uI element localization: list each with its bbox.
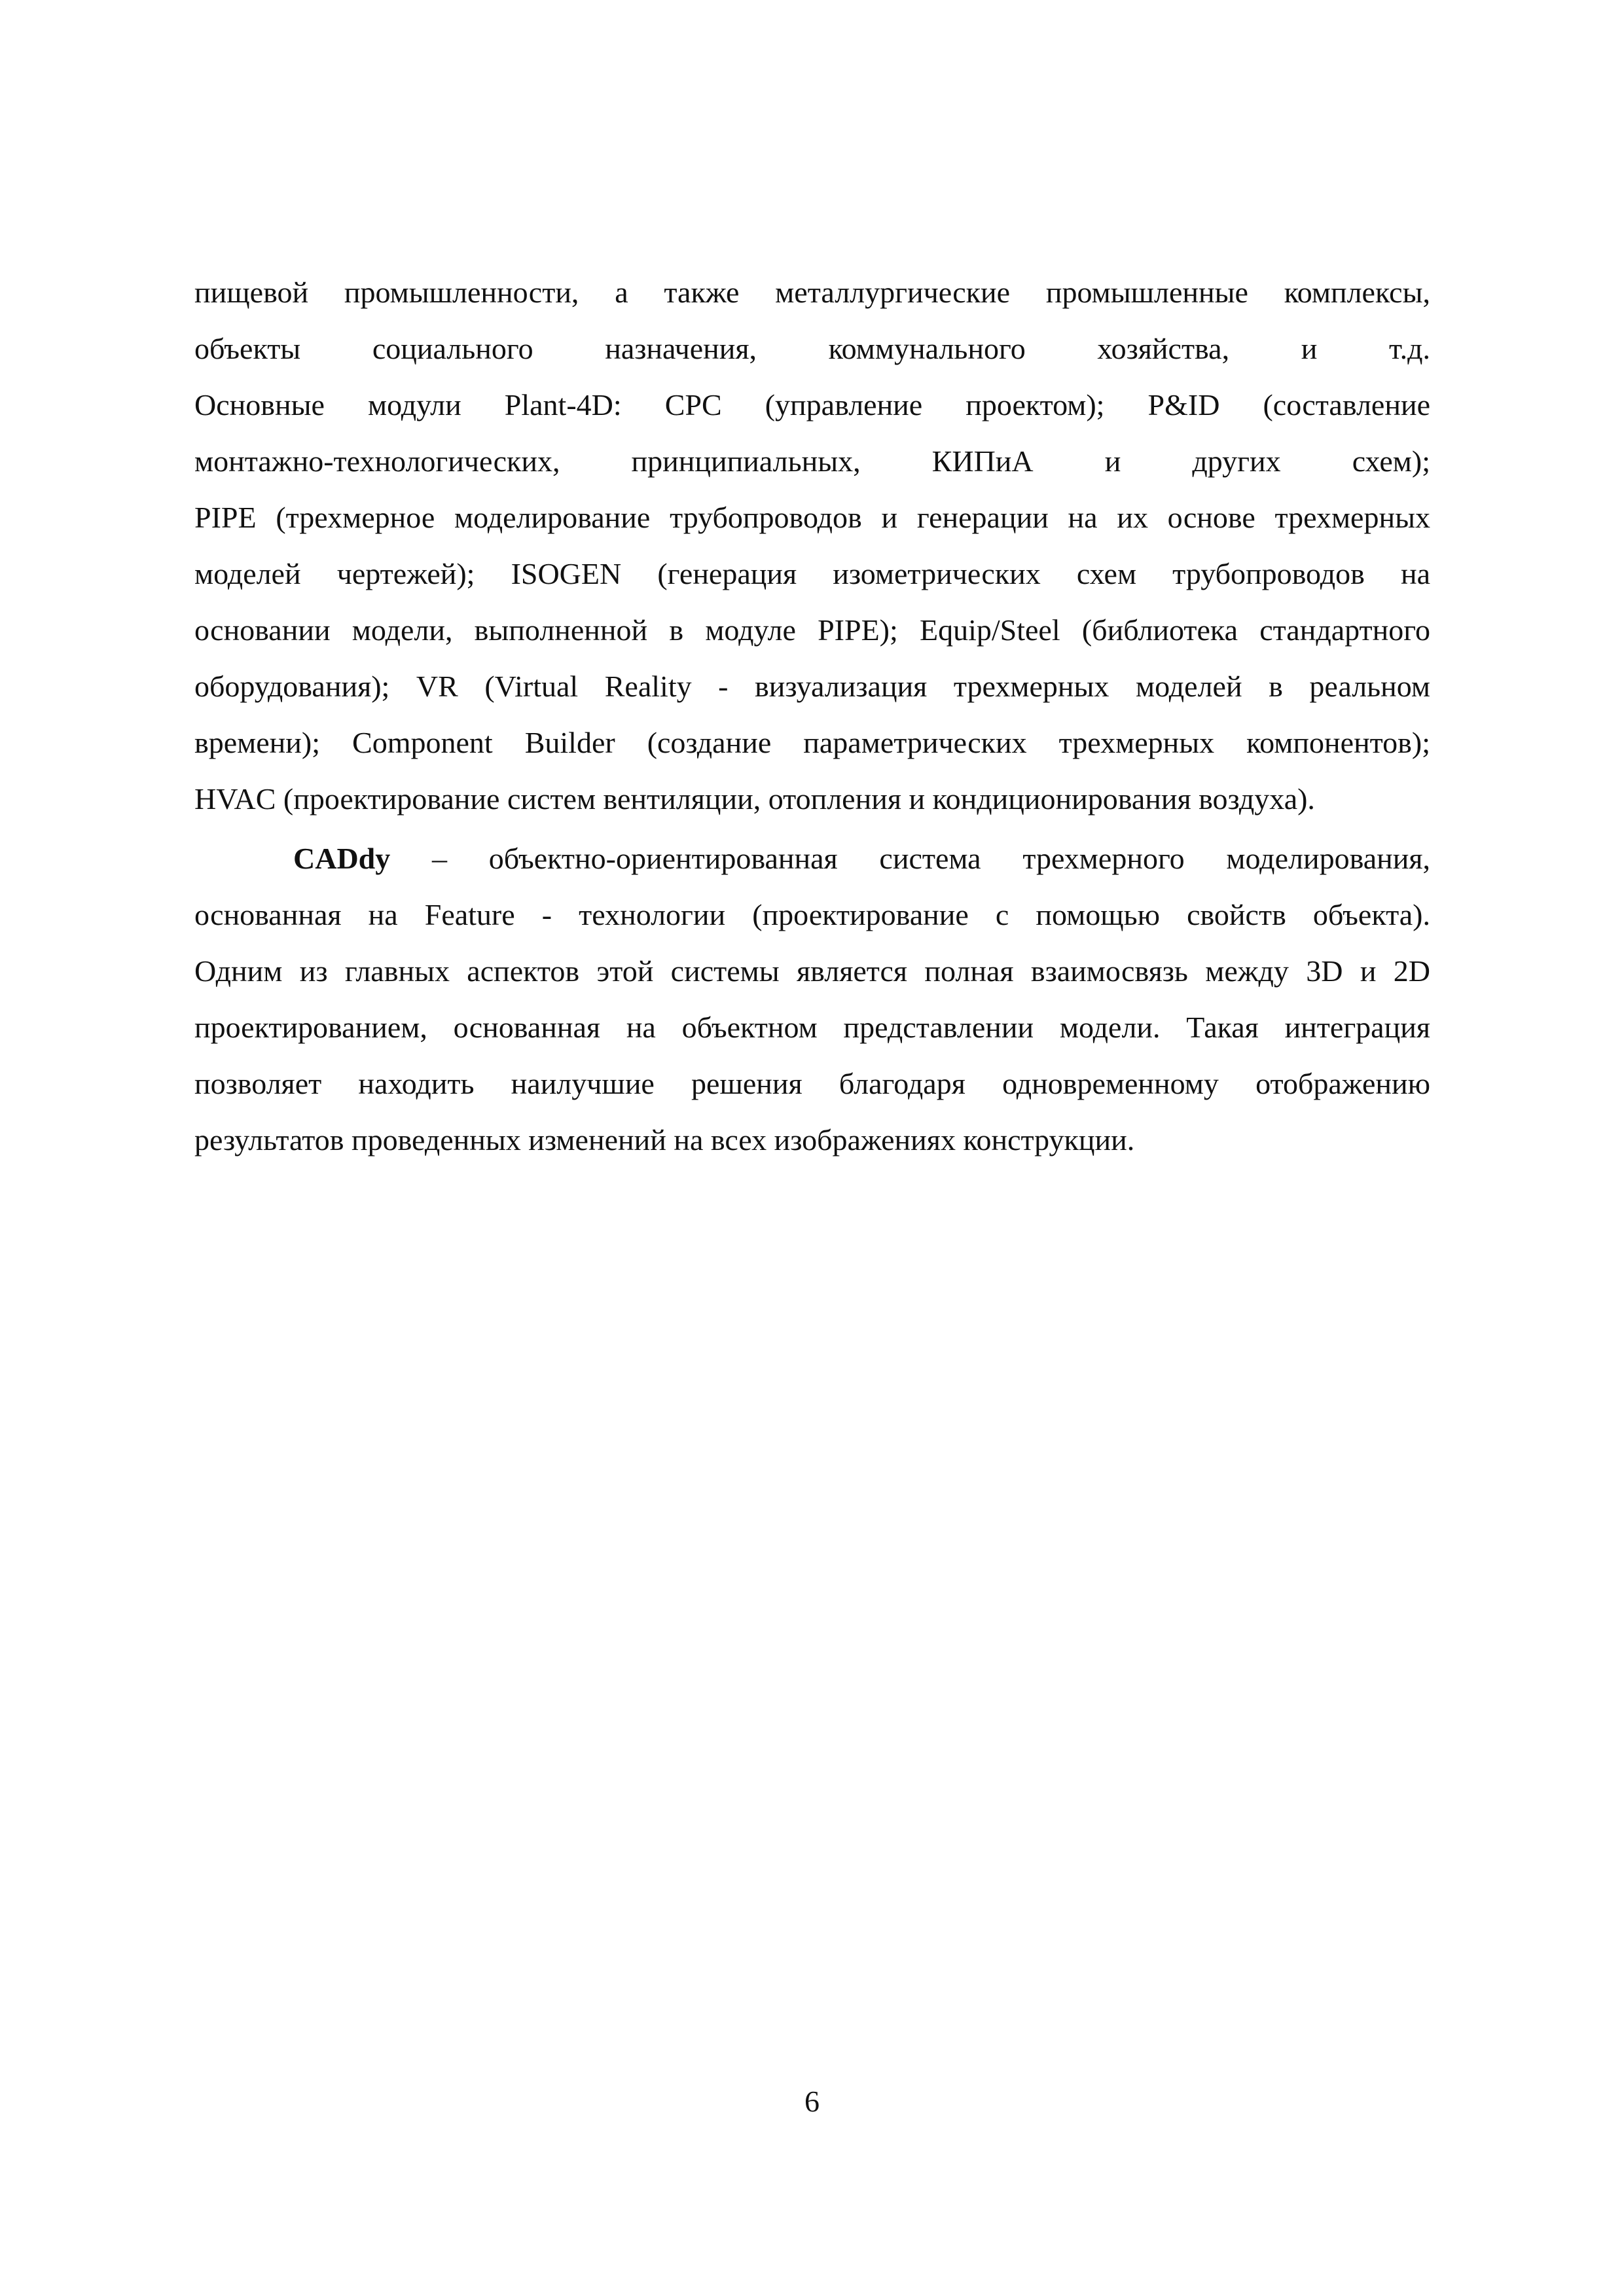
text-line: монтажно-технологических, принципиальных, КИПиА и других схем); bbox=[194, 444, 1430, 478]
text-line: моделей чертежей); ISOGEN (генерация изометрических схем трубопроводов на bbox=[194, 557, 1430, 590]
text-line: PIPE (трехмерное моделирование трубопроводов и генерации на их основе трехмерных bbox=[194, 501, 1430, 534]
page-number: 6 bbox=[804, 2085, 820, 2118]
text-line: основанная на Feature - технологии (проектирование с помощью свойств объекта). bbox=[194, 898, 1430, 931]
text-line: Одним из главных аспектов этой системы является полная взаимосвязь между 3D и 2D bbox=[194, 954, 1430, 988]
text-line: пищевой промышленности, а также металлургические промышленные комплексы, bbox=[194, 276, 1430, 309]
text-line: Основные модули Plant-4D: CPC (управление проектом); P&ID (составление bbox=[194, 388, 1430, 422]
text-line: оборудования); VR (Virtual Reality - визуализация трехмерных моделей в реальном bbox=[194, 670, 1430, 703]
text-line: проектированием, основанная на объектном представлении модели. Такая интеграция bbox=[194, 1011, 1430, 1044]
text-line: объекты социального назначения, коммунального хозяйства, и т.д. bbox=[194, 332, 1430, 365]
term-caddy: CADdy bbox=[293, 842, 391, 875]
text-line: позволяет находить наилучшие решения благодаря одновременному отображению bbox=[194, 1067, 1430, 1100]
paragraph-caddy bbox=[194, 831, 1430, 1168]
text-line: времени); Component Builder (создание параметрических трехмерных компонентов); bbox=[194, 726, 1430, 759]
text-line: HVAC (проектирование систем вентиляции, отопления и кондиционирования воздуха). bbox=[194, 782, 1315, 816]
paragraph-plant4d-modules bbox=[194, 264, 1430, 827]
text-line: основании модели, выполненной в модуле PIPE); Equip/Steel (библиотека стандартного bbox=[194, 613, 1430, 647]
text-line-first bbox=[194, 831, 1430, 887]
term-definition: – объектно-ориентированная система трехмерного моделирования, bbox=[390, 842, 1430, 875]
text-line: результатов проведенных изменений на всех изображениях конструкции. bbox=[194, 1123, 1135, 1157]
